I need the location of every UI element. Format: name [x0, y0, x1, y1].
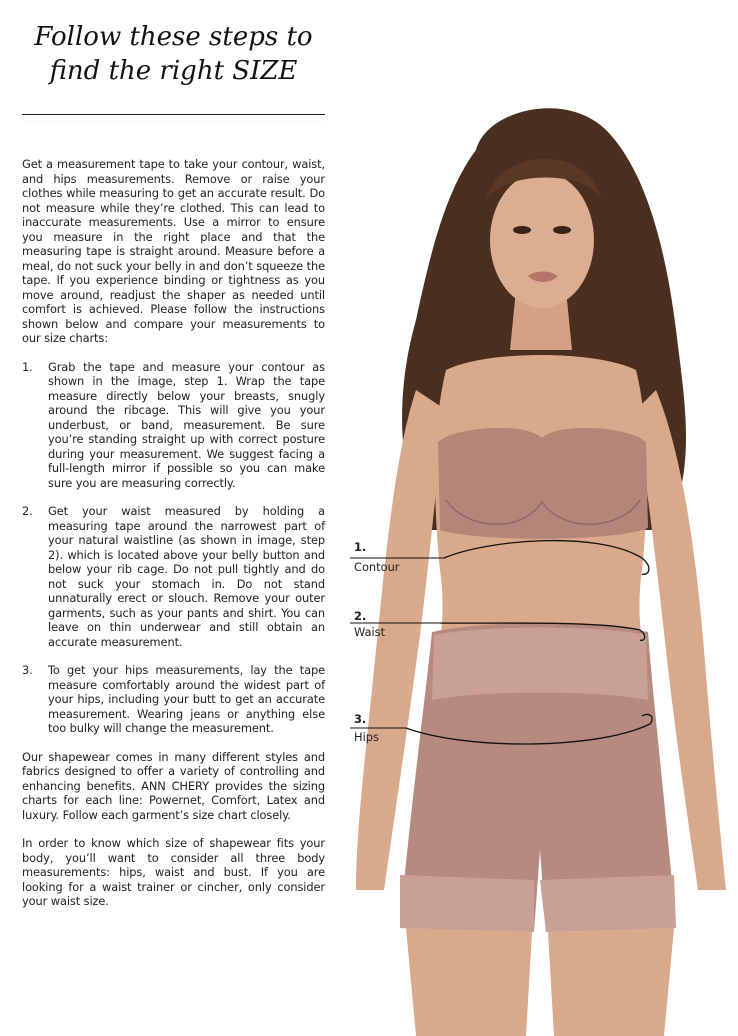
- waist-label: [354, 609, 385, 639]
- contour-label-number: 1.: [354, 540, 367, 554]
- waistband-lace: [432, 628, 648, 701]
- title-line-2: find the right SIZE: [49, 56, 298, 86]
- face: [490, 172, 594, 308]
- title-divider: [22, 114, 325, 115]
- contour-label: [354, 540, 399, 574]
- left-eye: [513, 226, 531, 234]
- model-photo: [336, 90, 738, 1036]
- contour-label-name: Contour: [354, 560, 400, 574]
- outro-paragraph-2: In order to know which size of shapewear fits your body, you’ll want to consider all three body measurements: hips, waist and bust. If you are looking for a waist trainer or cincher, only consider your waist size.: [22, 836, 325, 908]
- step-text: Grab the tape and measure your contour as shown in the image, step 1. Wrap the tape measure directly below your breasts, snugly around the ribcage. This will give you your underbust, or band, measurement. Be sure you’re standing straight up with correct posture during your measurement. We suggest facing a full-length mirror if possible so you can make sure you are measuring correctly.: [48, 359, 325, 490]
- intro-paragraph: Get a measurement tape to take your contour, waist, and hips measurements. Remove or raise your clothes while measuring to get an accurate result. Do not measure while they’re clothed. This can lead to inaccurate measurements. Use a mirror to ensure you measure in the right place and that the measuring tape is straight around. Measure before a meal, do not suck your belly in and don’t squeeze the tape. If you experience binding or tightness as you move around, readjust the shaper as needed until comfort is achieved. Please follow the instructions shown below and compare your measurements to our size charts:: [22, 157, 325, 345]
- step-text: To get your hips measurements, lay the tape measure comfortably around the widest part of your hips, including your butt to get an accurate measurement. Wearing jeans or anything else too bulky will change the measurement.: [48, 663, 325, 735]
- title-line-1: Follow these steps to: [34, 22, 313, 52]
- step-item: [22, 360, 325, 491]
- right-eye: [553, 226, 571, 234]
- step-item: [22, 504, 325, 649]
- outro-paragraph-1: Our shapewear comes in many different styles and fabrics designed to offer a variety of controlling and enhancing benefits. ANN CHERY provides the sizing charts for each line: Powernet, Comfort, Latex and luxury. Follow each garment’s size chart closely.: [22, 749, 325, 822]
- bra: [438, 428, 648, 539]
- left-leg-lace: [400, 875, 534, 932]
- right-leg-lace: [540, 875, 676, 932]
- instructions-column: [22, 0, 325, 923]
- body-text: [22, 157, 325, 909]
- steps-list: [22, 360, 325, 736]
- step-number: 1.: [22, 359, 33, 374]
- waist-label-number: 2.: [354, 609, 367, 623]
- hips-label-name: Hips: [354, 730, 379, 744]
- left-leg: [406, 928, 532, 1036]
- page-title: [22, 20, 325, 88]
- step-number: 3.: [22, 663, 33, 677]
- step-number: 2.: [22, 504, 33, 518]
- waist-label-name: Waist: [354, 625, 386, 639]
- hips-label-number: 3.: [354, 712, 367, 726]
- hips-label: [354, 712, 379, 744]
- step-text: Get your waist measured by holding a measuring tape around the narrowest part of your natural waistline (as shown in image, step 2). which is located above your belly button and below your rib cage. Do not pull tightly and do not suck your stomach in. Do not stand unnaturally erect or slouch. Remove your outer garments, such as your pants and shirt. You can leave on thin underwear and still obtain an accurate measurement.: [48, 504, 325, 649]
- step-item: [22, 663, 325, 736]
- right-leg: [548, 928, 674, 1036]
